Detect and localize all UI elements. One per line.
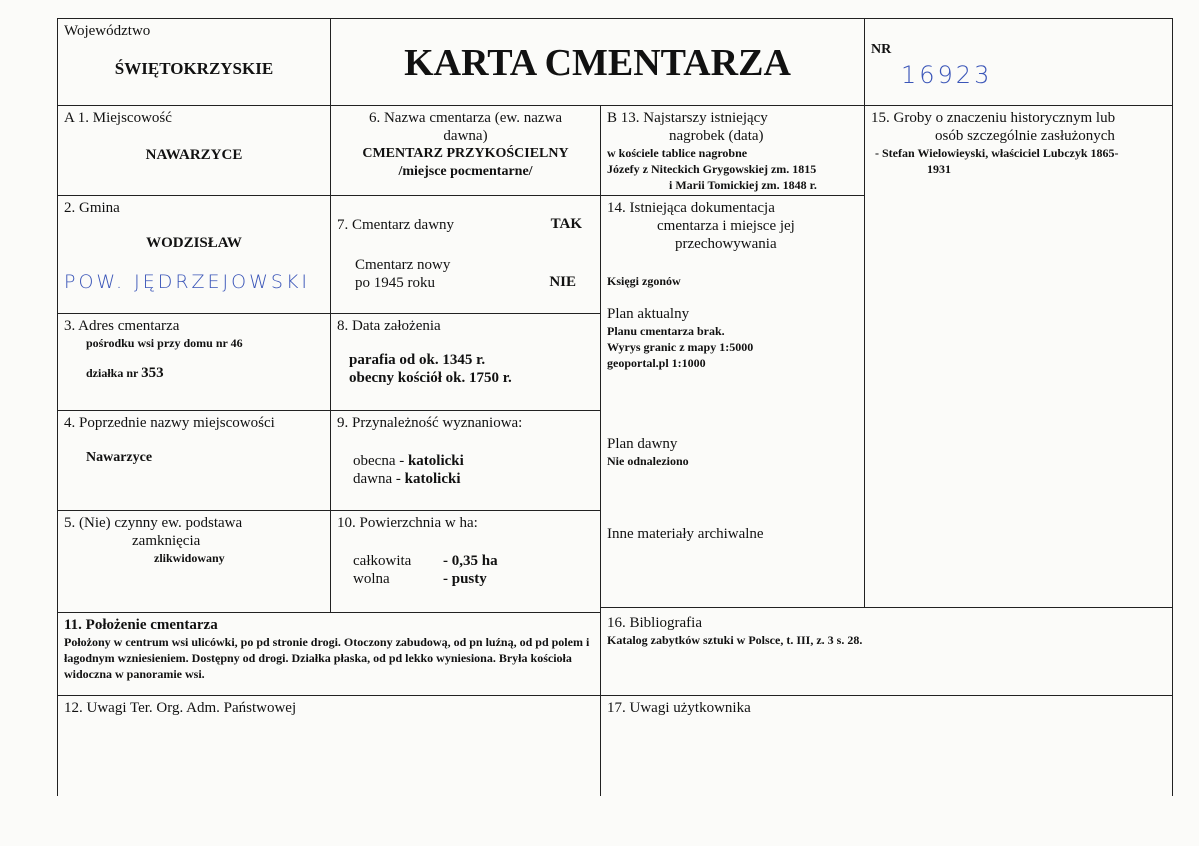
field-value: - Stefan Wielowieyski, właściciel Lubczyk 1865- xyxy=(875,146,1119,160)
field-label: Plan aktualny xyxy=(607,306,690,322)
field-label: po 1945 roku xyxy=(355,275,435,291)
field-label: Inne materiały archiwalne xyxy=(607,526,764,542)
field-label: 10. Powierzchnia w ha: xyxy=(337,515,478,531)
field-9 xyxy=(330,410,601,511)
field-value: Planu cmentarza brak. xyxy=(607,324,725,338)
field-label: 2. Gmina xyxy=(64,200,120,216)
field-value: CMENTARZ PRZYKOŚCIELNY xyxy=(362,146,569,161)
field-1 xyxy=(57,105,331,196)
field-label: całkowita xyxy=(353,553,412,569)
field-value: Józefy z Niteckich Grygowskiej zm. 1815 xyxy=(607,162,817,176)
field-label: 12. Uwagi Ter. Org. Adm. Państwowej xyxy=(64,700,297,716)
field-label: dawna) xyxy=(443,128,488,144)
field-label: 9. Przynależność wyznaniowa: xyxy=(337,415,523,431)
field-14 xyxy=(600,195,865,608)
field-10 xyxy=(330,510,601,613)
field-17 xyxy=(600,695,1173,796)
field-value: katolicki xyxy=(407,453,464,469)
field-label: 17. Uwagi użytkownika xyxy=(607,700,751,716)
field-value: WODZISŁAW xyxy=(146,235,242,251)
field-label: osób szczególnie zasłużonych xyxy=(935,128,1115,144)
field-2 xyxy=(57,195,331,314)
field-value: i Marii Tomickiej zm. 1848 r. xyxy=(669,178,817,192)
plot-label: działka nr xyxy=(86,366,139,380)
field-3 xyxy=(57,313,331,411)
nr-value: 16923 xyxy=(901,61,993,89)
field-label: cmentarza i miejsce jej xyxy=(657,218,795,234)
field-6 xyxy=(330,105,601,196)
field-label: 14. Istniejąca dokumentacja xyxy=(607,200,775,216)
field-value: - 0,35 ha xyxy=(443,553,498,569)
field-label: 3. Adres cmentarza xyxy=(64,318,180,334)
field-12 xyxy=(57,695,601,796)
field-label: zamknięcia xyxy=(132,533,201,549)
field-label: obecna - xyxy=(353,453,405,469)
nr-label: NR xyxy=(871,42,892,57)
plot-number: 353 xyxy=(141,365,164,381)
field-value: Nie odnaleziono xyxy=(607,454,689,468)
field-11 xyxy=(57,612,601,696)
page-title: KARTA CMENTARZA xyxy=(330,18,865,106)
field-value: NIE xyxy=(549,274,576,290)
field-label: Plan dawny xyxy=(607,436,678,452)
field-15 xyxy=(864,105,1173,608)
field-value: parafia od ok. 1345 r. xyxy=(349,352,486,368)
field-label: wolna xyxy=(353,571,390,587)
field-value: Położony w centrum wsi ulicówki, po pd stronie drogi. Otoczony zabudową, od pn luźną, od pd polem i łagodnym wzniesieniem. Dostępny od drogi. Działka płaska, od pd lekko wyniesiona. Bryła kościoła widoczna w panoramie wsi. xyxy=(64,635,590,681)
field-label: Cmentarz nowy xyxy=(355,257,451,273)
field-label: 11. Położenie cmentarza xyxy=(64,617,218,633)
field-label: 7. Cmentarz dawny xyxy=(337,217,455,233)
field-label: 6. Nazwa cmentarza (ew. nazwa xyxy=(368,110,563,126)
field-label: dawna - xyxy=(353,471,401,487)
field-value: w kościele tablice nagrobne xyxy=(607,146,748,160)
field-label: A 1. Miejscowość xyxy=(64,110,172,126)
voivodeship-value: ŚWIĘTOKRZYSKIE xyxy=(114,59,274,78)
field-value: NAWARZYCE xyxy=(145,147,243,163)
field-value: katolicki xyxy=(404,471,461,487)
field-label: 4. Poprzednie nazwy miejscowości xyxy=(64,415,275,431)
field-value: 1931 xyxy=(927,162,951,176)
field-label: 8. Data założenia xyxy=(337,318,441,334)
field-value: /miejsce pocmentarne/ xyxy=(398,164,533,179)
field-8 xyxy=(330,313,601,411)
handwritten-note: POW. JĘDRZEJOWSKI xyxy=(64,271,311,293)
nr-cell xyxy=(864,18,1173,106)
voivodeship-cell xyxy=(57,18,331,106)
field-4 xyxy=(57,410,331,511)
field-label: 5. (Nie) czynny ew. podstawa xyxy=(64,515,243,531)
field-7 xyxy=(330,195,601,314)
field-label: 16. Bibliografia xyxy=(607,615,702,631)
field-value: Nawarzyce xyxy=(86,450,153,465)
field-label: 15. Groby o znaczeniu historycznym lub xyxy=(871,110,1116,126)
field-label: przechowywania xyxy=(675,236,777,252)
field-value: obecny kościół ok. 1750 r. xyxy=(349,370,512,386)
field-5 xyxy=(57,510,331,613)
field-value: - pusty xyxy=(443,571,487,587)
field-value: Katalog zabytków sztuki w Polsce, t. III, z. 3 s. 28. xyxy=(607,633,863,647)
field-value: zlikwidowany xyxy=(154,551,225,565)
field-label: nagrobek (data) xyxy=(669,128,764,144)
field-label: B 13. Najstarszy istniejący xyxy=(607,110,768,126)
voivodeship-label: Województwo xyxy=(64,23,151,39)
field-16 xyxy=(600,607,1173,696)
field-13 xyxy=(600,105,865,196)
field-value: Wyrys granic z mapy 1:5000 xyxy=(607,340,754,354)
field-value: geoportal.pl 1:1000 xyxy=(607,356,706,370)
field-value: TAK xyxy=(550,216,582,232)
field-value: Księgi zgonów xyxy=(607,274,681,288)
field-value: pośrodku wsi przy domu nr 46 xyxy=(86,336,243,350)
